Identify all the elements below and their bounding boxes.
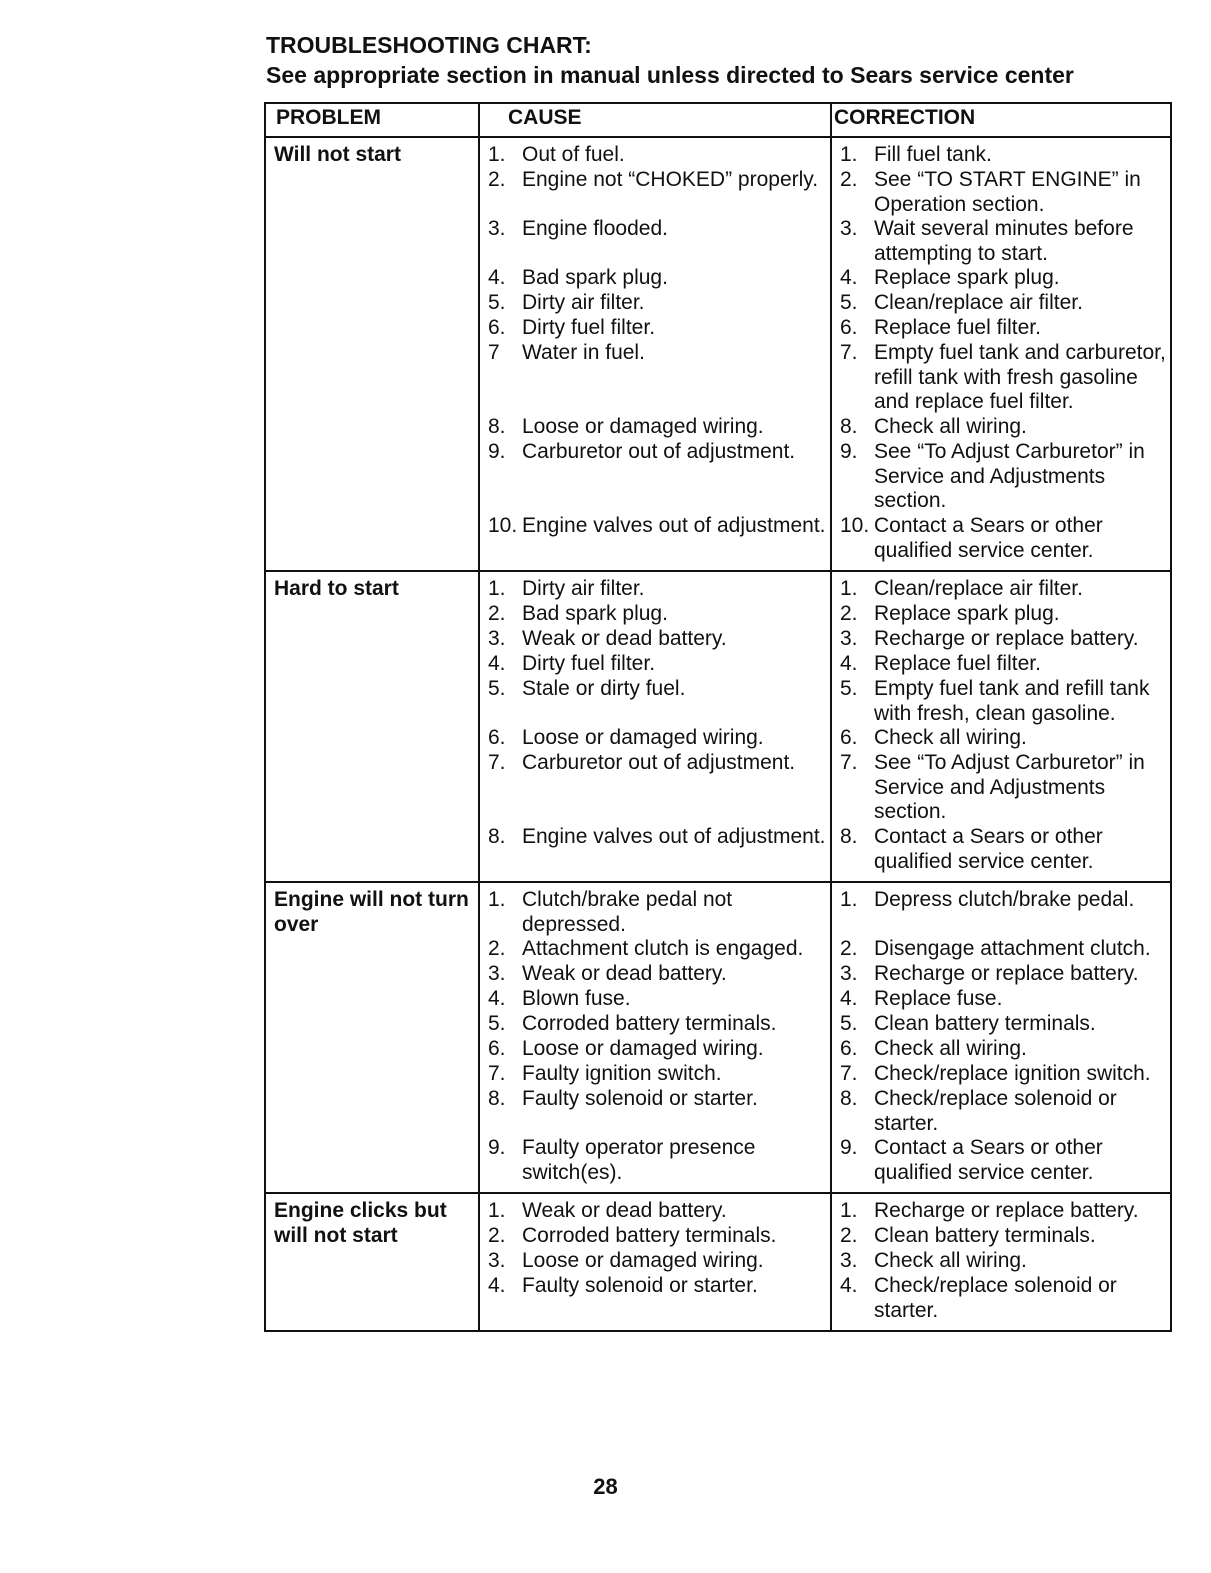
correction-cell-list: [840, 888, 1166, 1185]
correction-item-text: Clean battery terminals.: [874, 1224, 1096, 1247]
correction-item: [840, 1274, 1166, 1323]
correction-item-text: Check all wiring.: [874, 1249, 1027, 1272]
correction-item-number: 2.: [840, 602, 858, 625]
cause-item: [488, 751, 826, 825]
correction-item: [840, 341, 1166, 415]
correction-item: [840, 1062, 1166, 1087]
correction-item-number: 1.: [840, 888, 858, 911]
problem-cell: Engine clicks but will not start: [265, 1193, 479, 1331]
cause-item-text: Loose or damaged wiring.: [522, 1037, 764, 1060]
cause-item-number: 2.: [488, 602, 506, 625]
cause-item: [488, 962, 826, 987]
cause-item: [488, 440, 826, 514]
cause-item: [488, 143, 826, 168]
correction-item-text: Recharge or replace battery.: [874, 1199, 1139, 1222]
correction-item-number: 3.: [840, 627, 858, 650]
correction-item-text: Contact a Sears or other qualified service center.: [874, 1136, 1103, 1184]
correction-item: [840, 726, 1166, 751]
cause-item-text: Weak or dead battery.: [522, 1199, 727, 1222]
correction-item: [840, 577, 1166, 602]
cause-item: [488, 1037, 826, 1062]
correction-item-number: 8.: [840, 415, 858, 438]
cause-item-number: 7.: [488, 1062, 506, 1085]
cause-item-text: Corroded battery terminals.: [522, 1012, 777, 1035]
table-row: [265, 137, 1171, 571]
correction-item: [840, 415, 1166, 440]
correction-item-text: Replace spark plug.: [874, 266, 1060, 289]
correction-item-text: Depress clutch/brake pedal.: [874, 888, 1135, 911]
correction-item-text: Check/replace ignition switch.: [874, 1062, 1151, 1085]
correction-item-number: 1.: [840, 577, 858, 600]
correction-item-text: See “To Adjust Carburetor” in Service and Adjustments section.: [874, 440, 1145, 512]
cause-cell: [479, 882, 831, 1193]
cause-cell: [479, 571, 831, 882]
correction-item: [840, 291, 1166, 316]
cause-item: [488, 888, 826, 937]
cause-item-number: 6.: [488, 1037, 506, 1060]
cause-item-number: 2.: [488, 1224, 506, 1247]
cause-item-number: 5.: [488, 677, 506, 700]
cause-item: [488, 316, 826, 341]
cause-item-text: Faulty solenoid or starter.: [522, 1087, 758, 1110]
correction-item-number: 1.: [840, 143, 858, 166]
correction-item-text: Replace fuel filter.: [874, 316, 1041, 339]
correction-item-number: 7.: [840, 341, 858, 364]
cause-item: [488, 652, 826, 677]
troubleshooting-table: [264, 102, 1172, 1332]
correction-item-text: Check all wiring.: [874, 415, 1027, 438]
correction-item-number: 9.: [840, 440, 858, 463]
cause-item-number: 4.: [488, 1274, 506, 1297]
correction-item-number: 4.: [840, 266, 858, 289]
cause-item-text: Clutch/brake pedal not depressed.: [522, 888, 733, 936]
cause-item: [488, 1087, 826, 1136]
cause-item: [488, 825, 826, 874]
cause-item-number: 6.: [488, 726, 506, 749]
correction-item-number: 3.: [840, 217, 858, 240]
cause-cell-list: [488, 577, 826, 874]
chart-subtitle: See appropriate section in manual unless directed to Sears service center: [266, 62, 1074, 88]
cause-item-number: 4.: [488, 652, 506, 675]
cause-item-text: Loose or damaged wiring.: [522, 1249, 764, 1272]
correction-item-number: 5.: [840, 291, 858, 314]
table-body: [265, 137, 1171, 1331]
column-header-correction: CORRECTION: [831, 103, 1171, 137]
cause-item-text: Dirty air filter.: [522, 577, 645, 600]
cause-cell-list: [488, 888, 826, 1185]
correction-item-number: 6.: [840, 726, 858, 749]
correction-item: [840, 316, 1166, 341]
correction-cell: [831, 882, 1171, 1193]
cause-item-number: 7.: [488, 751, 506, 774]
correction-item-text: Fill fuel tank.: [874, 143, 992, 166]
correction-item: [840, 751, 1166, 825]
cause-item-text: Dirty air filter.: [522, 291, 645, 314]
cause-item: [488, 1224, 826, 1249]
cause-item: [488, 1062, 826, 1087]
cause-item-text: Engine valves out of adjustment.: [522, 514, 826, 537]
cause-item-text: Corroded battery terminals.: [522, 1224, 777, 1247]
correction-item: [840, 1136, 1166, 1185]
cause-item-text: Faulty ignition switch.: [522, 1062, 722, 1085]
cause-cell-list: [488, 143, 826, 563]
problem-cell: Will not start: [265, 137, 479, 571]
correction-item: [840, 143, 1166, 168]
cause-item: [488, 168, 826, 217]
correction-cell: [831, 137, 1171, 571]
cause-item: [488, 341, 826, 415]
correction-item: [840, 652, 1166, 677]
cause-item-text: Engine flooded.: [522, 217, 668, 240]
cause-item-number: 1.: [488, 577, 506, 600]
cause-item-number: 2.: [488, 937, 506, 960]
correction-item: [840, 1037, 1166, 1062]
correction-item-number: 7.: [840, 751, 858, 774]
cause-cell: [479, 1193, 831, 1331]
correction-item: [840, 962, 1166, 987]
correction-item-number: 8.: [840, 825, 858, 848]
cause-item: [488, 677, 826, 726]
table-row: [265, 882, 1171, 1193]
correction-item-text: See “To Adjust Carburetor” in Service and Adjustments section.: [874, 751, 1145, 823]
problem-cell: Hard to start: [265, 571, 479, 882]
correction-item-number: 3.: [840, 1249, 858, 1272]
cause-item: [488, 987, 826, 1012]
cause-item-number: 7: [488, 341, 500, 364]
correction-item-text: Clean/replace air filter.: [874, 577, 1083, 600]
cause-item-text: Faulty operator presence switch(es).: [522, 1136, 756, 1184]
correction-item-number: 5.: [840, 677, 858, 700]
cause-item-text: Loose or damaged wiring.: [522, 726, 764, 749]
correction-item-number: 5.: [840, 1012, 858, 1035]
correction-cell: [831, 1193, 1171, 1331]
cause-item-number: 4.: [488, 987, 506, 1010]
cause-item: [488, 1249, 826, 1274]
correction-item-text: Check/replace solenoid or starter.: [874, 1274, 1117, 1322]
correction-item: [840, 514, 1166, 563]
correction-cell-list: [840, 1199, 1166, 1323]
cause-item: [488, 217, 826, 266]
correction-item-number: 1.: [840, 1199, 858, 1222]
cause-cell-list: [488, 1199, 826, 1323]
correction-item-text: See “TO START ENGINE” in Operation section.: [874, 168, 1141, 216]
cause-item-text: Attachment clutch is engaged.: [522, 937, 804, 960]
cause-item-number: 5.: [488, 1012, 506, 1035]
correction-item-number: 4.: [840, 987, 858, 1010]
chart-heading: [266, 30, 1176, 90]
cause-item-number: 9.: [488, 1136, 506, 1159]
correction-item-number: 6.: [840, 1037, 858, 1060]
correction-item-text: Check all wiring.: [874, 1037, 1027, 1060]
correction-item-text: Check all wiring.: [874, 726, 1027, 749]
cause-item-number: 1.: [488, 143, 506, 166]
correction-item: [840, 217, 1166, 266]
correction-item-number: 7.: [840, 1062, 858, 1085]
correction-item-number: 10.: [840, 514, 870, 537]
correction-cell-list: [840, 143, 1166, 563]
correction-item: [840, 1224, 1166, 1249]
correction-item-text: Recharge or replace battery.: [874, 627, 1139, 650]
cause-item-text: Stale or dirty fuel.: [522, 677, 686, 700]
correction-item-text: Clean/replace air filter.: [874, 291, 1083, 314]
correction-item-text: Empty fuel tank and carburetor, refill tank with fresh gasoline and replace fuel filter.: [874, 341, 1166, 413]
cause-item: [488, 937, 826, 962]
cause-item: [488, 577, 826, 602]
cause-item-number: 6.: [488, 316, 506, 339]
correction-item: [840, 937, 1166, 962]
correction-item: [840, 1249, 1166, 1274]
column-header-cause: CAUSE: [479, 103, 831, 137]
correction-item-text: Check/replace solenoid or starter.: [874, 1087, 1117, 1135]
cause-item-text: Bad spark plug.: [522, 266, 668, 289]
cause-item-text: Dirty fuel filter.: [522, 652, 656, 675]
column-header-problem: PROBLEM: [265, 103, 479, 137]
cause-item-text: Faulty solenoid or starter.: [522, 1274, 758, 1297]
correction-item: [840, 1199, 1166, 1224]
correction-item-number: 4.: [840, 652, 858, 675]
cause-item: [488, 1274, 826, 1323]
correction-item: [840, 1087, 1166, 1136]
correction-item: [840, 825, 1166, 874]
cause-item-text: Weak or dead battery.: [522, 627, 727, 650]
cause-item-number: 1.: [488, 888, 506, 911]
cause-item: [488, 627, 826, 652]
correction-item-text: Wait several minutes before attempting to start.: [874, 217, 1134, 265]
cause-item-text: Water in fuel.: [522, 341, 645, 364]
correction-item: [840, 602, 1166, 627]
correction-item: [840, 1012, 1166, 1037]
cause-item-number: 3.: [488, 1249, 506, 1272]
correction-item-number: 6.: [840, 316, 858, 339]
correction-item-number: 3.: [840, 962, 858, 985]
cause-item-text: Carburetor out of adjustment.: [522, 440, 796, 463]
table-row: [265, 1193, 1171, 1331]
correction-item: [840, 266, 1166, 291]
correction-item-text: Replace spark plug.: [874, 602, 1060, 625]
cause-item: [488, 726, 826, 751]
cause-item: [488, 602, 826, 627]
correction-item-text: Disengage attachment clutch.: [874, 937, 1151, 960]
cause-item-text: Dirty fuel filter.: [522, 316, 656, 339]
correction-item-text: Contact a Sears or other qualified service center.: [874, 825, 1103, 873]
cause-item: [488, 1012, 826, 1037]
cause-item-number: 8.: [488, 1087, 506, 1110]
page-number: 28: [593, 1474, 618, 1499]
correction-item-number: 4.: [840, 1274, 858, 1297]
correction-item: [840, 888, 1166, 937]
cause-item-number: 3.: [488, 627, 506, 650]
cause-item-number: 9.: [488, 440, 506, 463]
chart-title: TROUBLESHOOTING CHART:: [266, 32, 592, 58]
correction-item: [840, 440, 1166, 514]
cause-item-number: 1.: [488, 1199, 506, 1222]
correction-item: [840, 987, 1166, 1012]
cause-item-text: Carburetor out of adjustment.: [522, 751, 796, 774]
cause-item-text: Out of fuel.: [522, 143, 625, 166]
cause-item: [488, 266, 826, 291]
correction-item-number: 2.: [840, 937, 858, 960]
correction-item: [840, 627, 1166, 652]
correction-item-text: Contact a Sears or other qualified service center.: [874, 514, 1103, 562]
cause-item-number: 10.: [488, 514, 518, 537]
cause-item-number: 3.: [488, 217, 506, 240]
correction-item-text: Replace fuse.: [874, 987, 1003, 1010]
cause-item-text: Blown fuse.: [522, 987, 631, 1010]
correction-item-number: 9.: [840, 1136, 858, 1159]
cause-item-text: Engine not “CHOKED” properly.: [522, 168, 819, 191]
cause-item: [488, 514, 826, 563]
correction-item-text: Empty fuel tank and refill tank with fresh, clean gasoline.: [874, 677, 1150, 725]
problem-cell: Engine will not turn over: [265, 882, 479, 1193]
table-row: [265, 571, 1171, 882]
correction-cell: [831, 571, 1171, 882]
cause-item-number: 3.: [488, 962, 506, 985]
cause-item-number: 4.: [488, 266, 506, 289]
correction-item-number: 2.: [840, 1224, 858, 1247]
correction-item-text: Recharge or replace battery.: [874, 962, 1139, 985]
correction-item-text: Clean battery terminals.: [874, 1012, 1096, 1035]
cause-item: [488, 1199, 826, 1224]
cause-item-number: 8.: [488, 825, 506, 848]
cause-item-number: 8.: [488, 415, 506, 438]
correction-item: [840, 168, 1166, 217]
cause-item-number: 5.: [488, 291, 506, 314]
cause-item: [488, 1136, 826, 1185]
cause-item-text: Weak or dead battery.: [522, 962, 727, 985]
cause-cell: [479, 137, 831, 571]
cause-item: [488, 415, 826, 440]
correction-item-text: Replace fuel filter.: [874, 652, 1041, 675]
cause-item-number: 2.: [488, 168, 506, 191]
cause-item: [488, 291, 826, 316]
cause-item-text: Loose or damaged wiring.: [522, 415, 764, 438]
cause-item-text: Bad spark plug.: [522, 602, 668, 625]
correction-item-number: 8.: [840, 1087, 858, 1110]
correction-cell-list: [840, 577, 1166, 874]
correction-item-number: 2.: [840, 168, 858, 191]
table-header-row: [265, 103, 1171, 137]
correction-item: [840, 677, 1166, 726]
cause-item-text: Engine valves out of adjustment.: [522, 825, 826, 848]
